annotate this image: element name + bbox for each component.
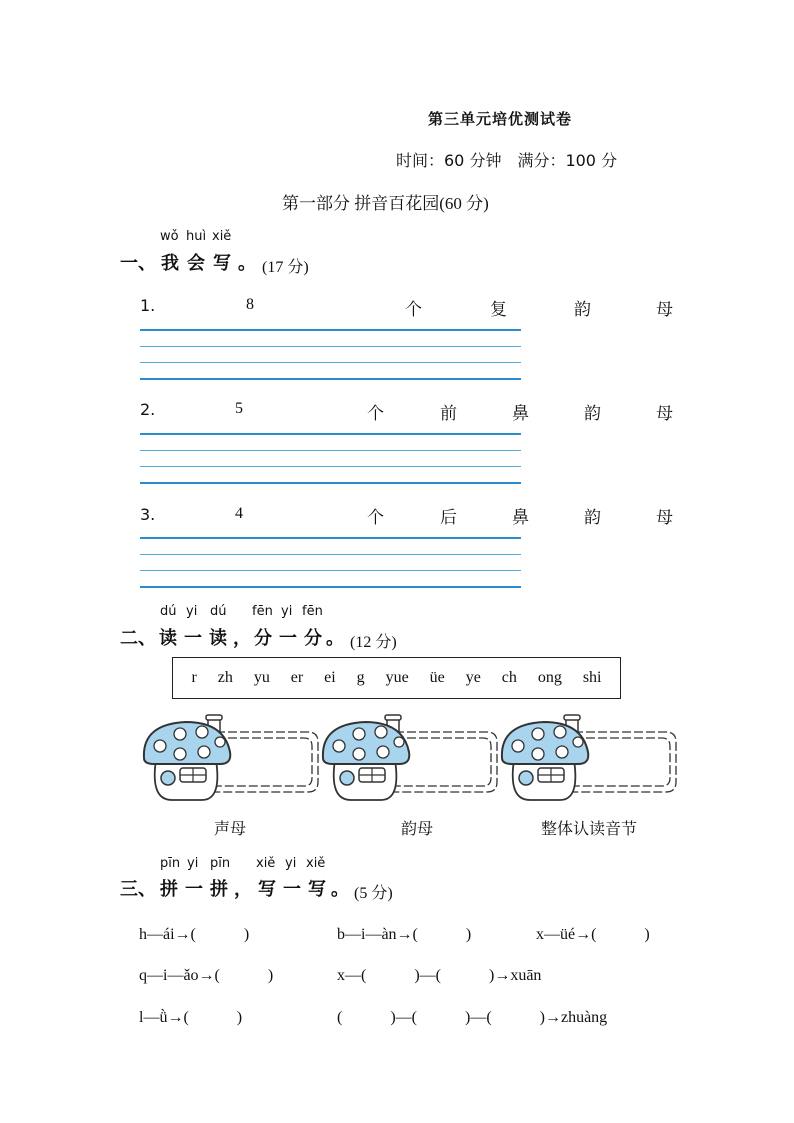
syllable-box <box>172 657 621 699</box>
question-text: 一 <box>184 628 202 649</box>
item-word: 韵 <box>574 300 591 320</box>
item-word: 鼻 <box>512 508 529 528</box>
question-text: 。 <box>238 253 256 274</box>
question-number: 三、 <box>120 879 156 900</box>
pinyin: huì <box>186 229 207 244</box>
mushroom-house-icon <box>144 715 318 800</box>
syllable[interactable]: ch <box>501 669 517 686</box>
spelling-exercise[interactable]: l—ǜ→( ) <box>139 1009 243 1026</box>
item-word: 个 <box>405 300 422 320</box>
syllable[interactable]: yue <box>385 669 409 686</box>
item-number: 3. <box>140 505 156 524</box>
item-word: 母 <box>656 404 673 424</box>
category-label: 韵母 <box>401 819 434 838</box>
question-text: 一 <box>283 879 301 900</box>
item-number: 2. <box>140 400 156 419</box>
pinyin: wǒ <box>160 229 179 244</box>
item-word: 后 <box>440 508 457 528</box>
item-count: 5 <box>235 400 243 417</box>
question-text: 写 <box>258 879 276 900</box>
category-label: 声母 <box>214 819 247 838</box>
item-count: 8 <box>246 296 254 313</box>
question-score: (12 分) <box>350 634 397 651</box>
syllable[interactable]: zh <box>217 669 233 686</box>
question-number: 二、 <box>120 628 156 649</box>
syllable[interactable]: shi <box>582 669 602 686</box>
spelling-exercise[interactable]: x—( )—( )→xuān <box>337 967 542 984</box>
question-number: 一、 <box>120 253 156 274</box>
question-score: (17 分) <box>262 259 309 276</box>
pinyin: xiě <box>306 856 326 871</box>
question-text: 读 <box>159 628 177 649</box>
item-number: 1. <box>140 296 156 315</box>
question-text: 拼 <box>160 879 178 900</box>
pinyin: dú <box>210 604 227 619</box>
pinyin: yi <box>187 856 199 871</box>
pinyin: xiě <box>256 856 276 871</box>
question-text: 。 <box>331 879 349 900</box>
category-label: 整体认读音节 <box>541 819 638 838</box>
item-word: 韵 <box>584 404 601 424</box>
question-text: 一 <box>185 879 203 900</box>
question-text: 一 <box>279 628 297 649</box>
syllable[interactable]: ei <box>324 669 336 686</box>
syllable[interactable]: üe <box>429 669 445 686</box>
mushroom-house-icon <box>502 715 676 800</box>
spelling-exercise[interactable]: h—ái→( ) <box>139 926 250 943</box>
pinyin: dú <box>160 604 177 619</box>
question-text: ， <box>233 628 251 649</box>
syllable[interactable]: r <box>191 669 197 686</box>
question-text: 分 <box>304 628 322 649</box>
spelling-exercise[interactable]: ( )—( )—( )→zhuàng <box>337 1009 608 1026</box>
item-word: 复 <box>490 300 507 320</box>
mushroom-houses <box>130 708 690 804</box>
question-score: (5 分) <box>354 885 393 902</box>
question-text: 会 <box>187 253 205 274</box>
syllable[interactable]: ye <box>465 669 481 686</box>
question-text: 写 <box>308 879 326 900</box>
exam-meta: 时间：60 分钟 满分：100 分 <box>396 151 618 170</box>
pinyin: yi <box>285 856 297 871</box>
item-word: 鼻 <box>512 404 529 424</box>
item-word: 个 <box>367 508 384 528</box>
syllable[interactable]: er <box>290 669 304 686</box>
syllable[interactable]: yu <box>253 669 270 686</box>
item-count: 4 <box>235 505 243 522</box>
question-text: 分 <box>254 628 272 649</box>
pinyin: pīn <box>210 856 231 871</box>
spelling-exercise[interactable]: x—üé→( ) <box>536 926 650 943</box>
pinyin: yi <box>186 604 198 619</box>
pinyin: fēn <box>302 604 323 619</box>
item-word: 母 <box>656 508 673 528</box>
item-word: 母 <box>656 300 673 320</box>
pinyin: pīn <box>160 856 181 871</box>
spelling-exercise[interactable]: b—i—àn→( ) <box>337 926 472 943</box>
syllable[interactable]: g <box>356 669 365 686</box>
question-text: 。 <box>326 628 344 649</box>
item-word: 韵 <box>584 508 601 528</box>
pinyin: fēn <box>252 604 273 619</box>
question-text: 写 <box>213 253 231 274</box>
syllable[interactable]: ong <box>537 669 562 686</box>
page-title: 第三单元培优测试卷 <box>428 110 573 128</box>
pinyin: yi <box>281 604 293 619</box>
item-word: 前 <box>440 404 457 424</box>
part-heading: 第一部分 拼音百花园(60 分) <box>282 194 489 213</box>
question-text: 我 <box>161 253 179 274</box>
spelling-exercise[interactable]: q—i—ǎo→( ) <box>139 967 274 984</box>
pinyin: xiě <box>212 229 232 244</box>
question-text: 读 <box>209 628 227 649</box>
question-text: ， <box>234 879 252 900</box>
item-word: 个 <box>367 404 384 424</box>
mushroom-house-icon <box>323 715 497 800</box>
question-text: 拼 <box>210 879 228 900</box>
